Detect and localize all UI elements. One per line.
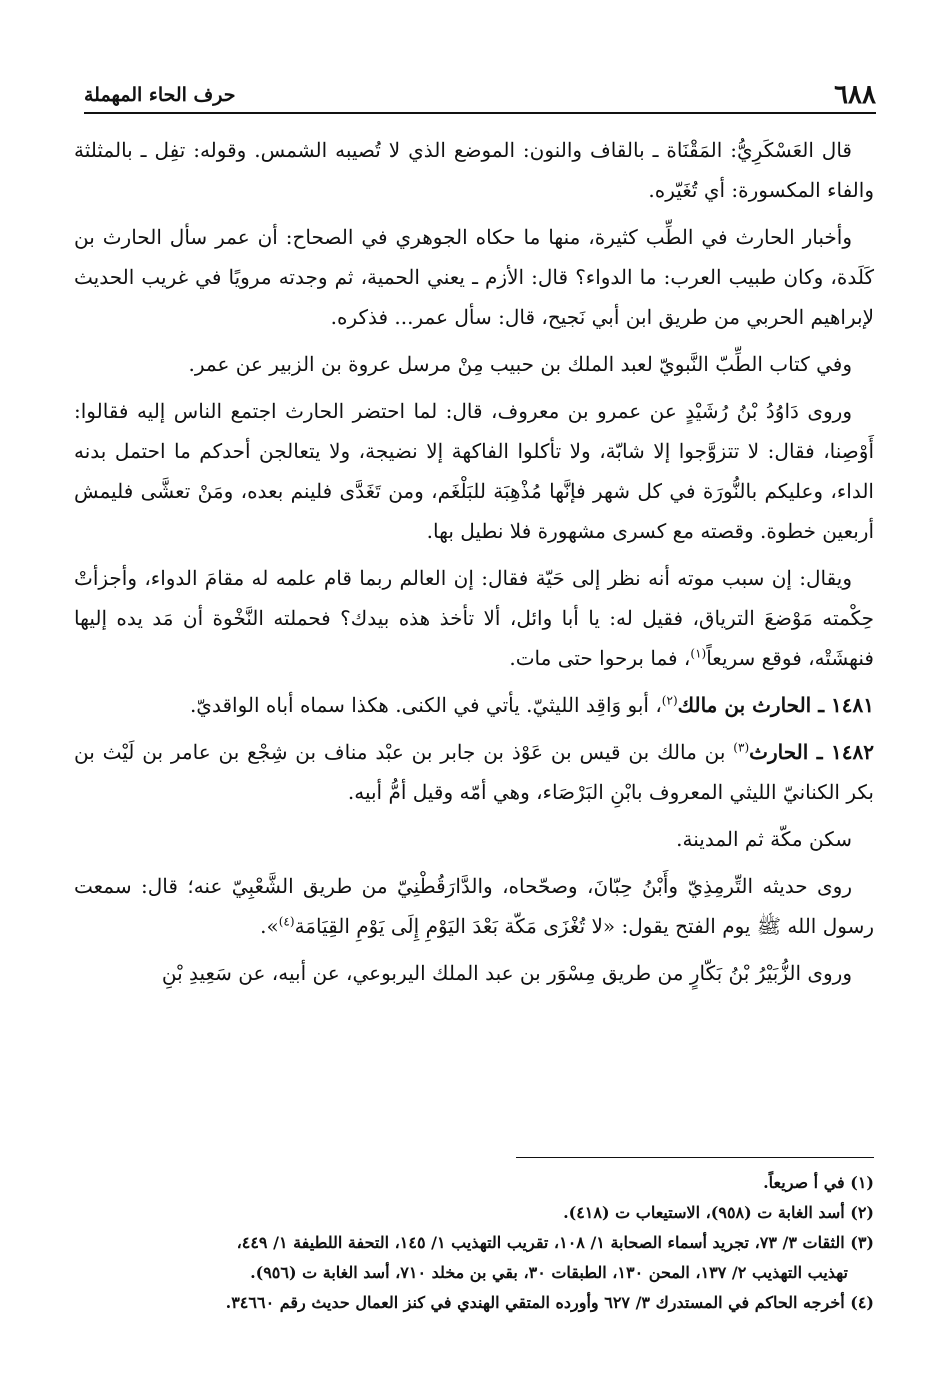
footnote-divider	[516, 1157, 874, 1158]
footnote-ref-3[interactable]: (٣)	[733, 740, 750, 755]
entry-1481-text: ، أبو وَاقِد الليثيّ. يأتي في الكنى. هكذا سماه أباه الواقديّ.	[189, 693, 662, 717]
footnote-4: (٤) أخرجه الحاكم في المستدرك ٣/ ٦٢٧ وأورده المتقي الهندي في كنز العمال حديث رقم ٣٤٦٦٠.	[225, 1293, 874, 1312]
entry-1482-text: بن مالك بن قيس بن عَوْذ بن جابر بن عبْد مناف بن شِجْع بن عامر بن لَيْث بن بكر الكنانيّ الليثي المعروف بابْنِ البَرْصَاء، وهي أمّه وقيل أمُّ أبيه.	[74, 740, 874, 804]
running-title: حرف الحاء المهملة	[84, 84, 236, 106]
paragraph-sakan: سكن مكّة ثم المدينة.	[676, 827, 852, 851]
main-text	[74, 130, 874, 1000]
entry-1482-head: ١٤٨٢ ـ الحارث	[749, 740, 874, 764]
entry-1481	[74, 685, 874, 725]
footnote-2: (٢) أسد الغابة ت (٩٥٨)، الاستيعاب ت (٤١٨).	[563, 1203, 874, 1222]
tirmidhi-text: روى حديثه التِّرمِذِيّ وأَبْنُ حِبّانَ، وصحّحاه، والدَّارَقُطْنِيّ من طريق الشَّعْبِيّ عنه؛ قال: سمعت رسول الله ﷺ يوم الفتح يقول: «لا تُغْزَى مَكّة بَعْدَ اليَوْمِ إِلَى يَوْمِ القِيَامَة	[74, 874, 874, 938]
paragraph-tibb-nabawi: وفي كتاب الطِّبّ النَّبويّ لعبد الملك بن حبيب مِنْ مرسل عروة بن الزبير عن عمر.	[188, 352, 852, 376]
paragraph-dawud-wasiyya: وروى دَاوُدُ بْنُ رُشَيْدٍ عن عمرو بن معروف، قال: لما احتضر الحارث اجتمع الناس إليه فقالوا: أَوْصِنا، فقال: لا تتزوَّجوا إلا شابّة، ولا تأكلوا الفاكهة إلا نضيجة، ولا يتعالجن أحدكم ما احتمل بدنه الداء، وعليكم بالنُّورَة في كل شهر فإنَّها مُذْهِبَة للبَلْغَم، ومن تَغَدَّى فلينم بعده، ومَنْ تعشَّى فليمش أربعين خطوة. وقصته مع كسرى مشهورة فلا نطيل بها.	[74, 399, 874, 543]
footnote-ref-1[interactable]: (١)	[690, 646, 707, 661]
death-cause-end: ، فما برحوا حتى مات.	[509, 646, 691, 670]
entry-1482	[74, 732, 874, 812]
footnote-3: (٣) الثقات ٣/ ٧٣، تجريد أسماء الصحابة ١/ ١٠٨، تقريب التهذيب ١/ ١٤٥، التحفة اللطيفة ١/ ٤٤٩،	[236, 1233, 874, 1252]
paragraph-harith-medicine: وأخبار الحارث في الطِّب كثيرة، منها ما حكاه الجوهري في الصحاح: أن عمر سأل الحارث بن كَلَدة، وكان طبيب العرب: ما الدواء؟ قال: الأزم ـ يعني الحمية، ثم وجدته مرويًا في غريب الحديث لإبراهيم الحربي من طريق ابن أبي نَجيح، قال: سأل عمر... فذكره.	[74, 225, 874, 329]
footnote-ref-2[interactable]: (٢)	[661, 693, 678, 708]
paragraph-askari: قال العَسْكَرِيُّ: المَقْنَاة ـ بالقاف والنون: الموضع الذي لا تُصيبه الشمس. وقوله: تفِل ـ بالمثلثة والفاء المكسورة: أي تُغَيّره.	[74, 138, 874, 202]
footnotes	[74, 1168, 874, 1318]
page-header	[84, 78, 876, 114]
footnote-1: (١) في أ صريعاً.	[763, 1173, 874, 1192]
paragraph-tirmidhi	[74, 866, 874, 946]
footnote-ref-4[interactable]: (٤)	[278, 914, 295, 929]
page-number: ٦٨٨	[834, 80, 876, 110]
paragraph-death-cause	[74, 558, 874, 678]
footnote-3-continued: تهذيب التهذيب ٢/ ١٣٧، المحن ١٣٠، الطبقات ٣٠، بقي بن مخلد ٧١٠، أسد الغابة ت (٩٥٦).	[250, 1263, 848, 1282]
paragraph-zubayr: وروى الزُّبَيْرُ بْنُ بَكّارٍ من طريق مِسْوَر بن عبد الملك اليربوعي، عن أبيه، عن سَعِيدِ بْنِ	[161, 961, 852, 985]
entry-1481-head: ١٤٨١ ـ الحارث بن مالك	[677, 693, 874, 717]
tirmidhi-end: ».	[260, 914, 279, 938]
death-cause-text: ويقال: إن سبب موته أنه نظر إلى حَيّة فقال: إن العالم ربما قام علمه له مقامَ الدواء، وأجزأتْ حِكْمته مَوْضعَ الترياق، فقيل له: يا أبا وائل، ألا تأخذ هذه بيدك؟ فحملته النَّخْوة أن مَد يده إليها فنهشَتْه، فوقع سريعاً	[74, 566, 874, 670]
